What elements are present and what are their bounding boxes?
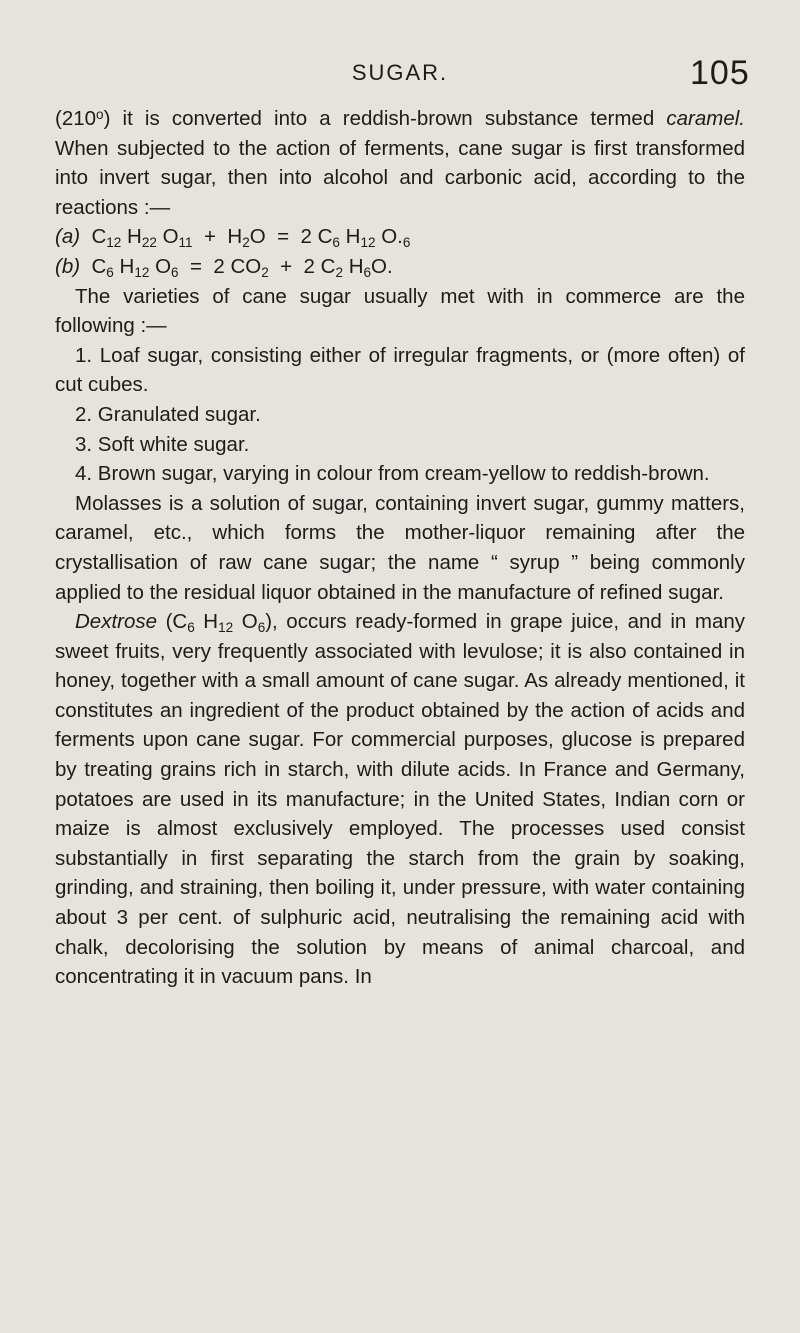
list-item-loaf-sugar: 1. Loaf sugar, consisting either of irregular fragments, or (more often) of cut cubes.: [55, 343, 745, 397]
term-caramel: caramel.: [666, 107, 745, 130]
paragraph-varieties: The varieties of cane sugar usually met with in commerce are the following :—: [55, 284, 745, 338]
list-item-granulated-sugar: 2. Granulated sugar.: [75, 402, 261, 426]
paragraph-caramel: (210$^o$) it is converted into a reddish-brown substance termed caramel. When subjected to the action of ferments, cane sugar is first transformed into invert sugar, then into alcohol and carbonic acid, according to the reactions :—: [55, 106, 745, 219]
page-header: [0, 54, 800, 100]
list-item-soft-white-sugar: 3. Soft white sugar.: [75, 432, 250, 456]
running-title: SUGAR.: [351, 60, 449, 85]
list-item-brown-sugar: 4. Brown sugar, varying in colour from cream-yellow to reddish-brown.: [75, 462, 710, 486]
paragraph-molasses: Molasses is a solution of sugar, containing invert sugar, gummy matters, caramel, etc., which forms the mother-liquor remaining after the crystallisation of raw cane sugar; the name “ syrup ” being commonly applied to the residual liquor obtained in the manufacture of refined sugar.: [55, 491, 745, 604]
equation-b: (b) $C_6$ $H_{12}$ $O_6 = 2$ $CO_2 + 2$ $C_2$ $H_6O$.: [55, 254, 393, 280]
page-number: 105: [690, 54, 750, 92]
paragraph-dextrose: Dextrose ($C_6$ $H_{12}$ $O_6$), occurs ready-formed in grape juice, and in many sweet fruits, very frequently associated with levulose; it is also contained in honey, together with a small amount of cane sugar. As already mentioned, it constitutes an ingredient of the product obtained by the action of acids and ferments upon cane sugar. For commercial purposes, glucose is prepared by treating grains rich in starch, with dilute acids. In France and Germany, potatoes are used in its manufacture; in the United States, Indian corn or maize is almost exclusively employed. The processes used consist substantially in first separating the starch from the grain by soaking, grinding, and straining, then boiling it, under pressure, with water containing about 3 per cent. of sulphuric acid, neutralising the remaining acid with chalk, decolorising the solution by means of animal charcoal, and concentrating it in vacuum pans. In: [55, 610, 746, 989]
body-text: [55, 104, 745, 992]
term-dextrose: Dextrose: [75, 610, 158, 634]
equation-a: (a) $C_{12}$ $H_{22}$ $O_{11} + H_2O = 2$ $C_6$ $H_{12}$ $O._6$: [55, 225, 411, 251]
